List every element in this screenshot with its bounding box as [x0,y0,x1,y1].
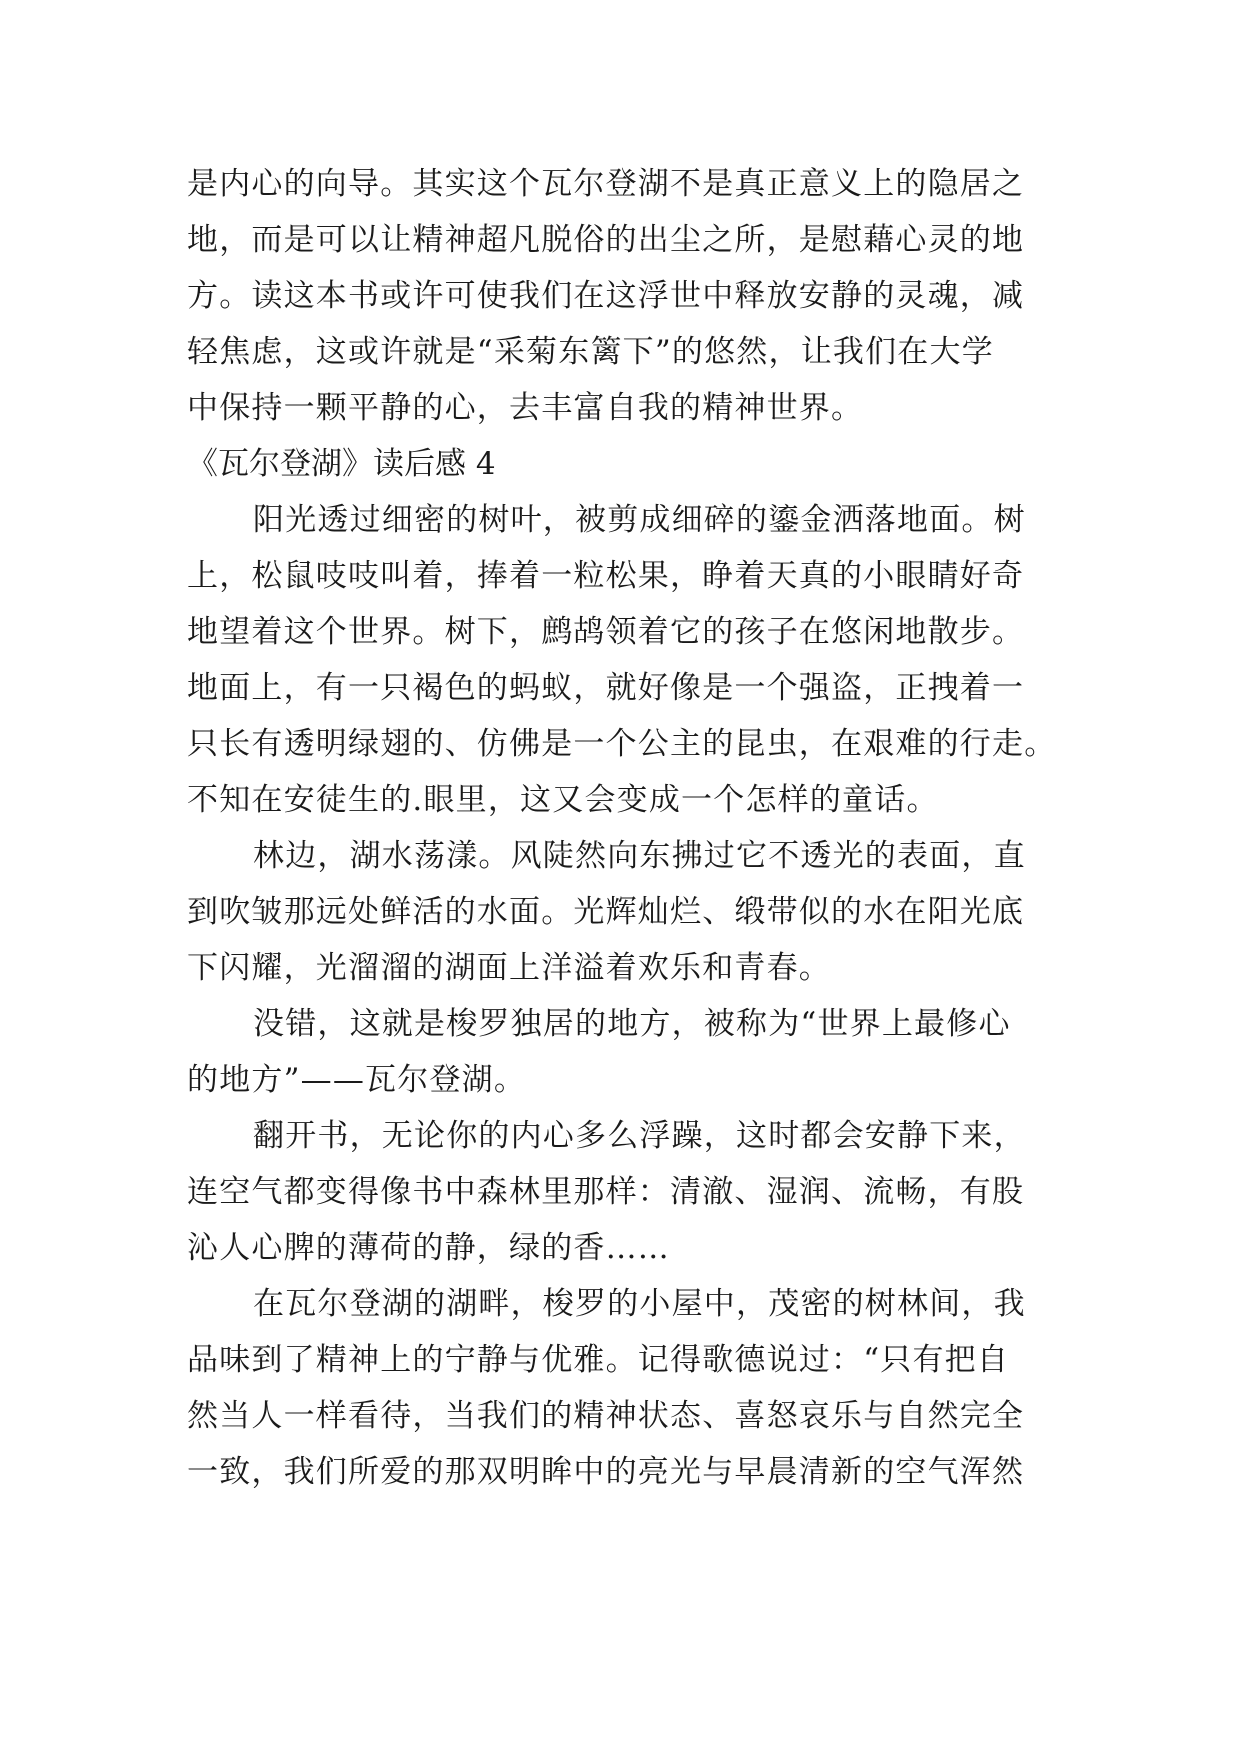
text-line: 翻开书，无论你的内心多么浮躁，这时都会安静下来， [253,1118,1026,1154]
text-line: 地，而是可以让精神超凡脱俗的出尘之所，是慰藉心灵的地 [187,222,1025,258]
paragraph [187,996,1067,1108]
text-line: 沁人心脾的薄荷的静，绿的香…… [187,1230,670,1266]
text-line: 的地方”——瓦尔登湖。 [187,1062,527,1098]
section-title: 《瓦尔登湖》读后感 4 [187,446,496,482]
paragraph [187,492,1067,828]
paragraph [187,1108,1067,1276]
text-line: 连空气都变得像书中森林里那样：清澈、湿润、流畅，有股 [187,1174,1025,1210]
text-line: 轻焦虑，这或许就是“采菊东篱下”的悠然，让我们在大学 [187,334,994,370]
text-line: 一致，我们所爱的那双明眸中的亮光与早晨清新的空气浑然 [187,1454,1025,1490]
text-line: 不知在安徒生的.眼里，这又会变成一个怎样的童话。 [187,782,939,818]
text-line: 没错，这就是梭罗独居的地方，被称为“世界上最修心 [253,1006,1011,1042]
text-line: 上，松鼠吱吱叫着，捧着一粒松果，睁着天真的小眼睛好奇 [187,558,1025,594]
text-line: 到吹皱那远处鲜活的水面。光辉灿烂、缎带似的水在阳光底 [187,894,1025,930]
text-line: 阳光透过细密的树叶，被剪成细碎的鎏金洒落地面。树 [253,502,1026,538]
continued-paragraph [187,156,1067,436]
text-line: 只长有透明绿翅的、仿佛是一个公主的昆虫，在艰难的行走。 [187,726,1057,762]
text-line: 中保持一颗平静的心，去丰富自我的精神世界。 [187,390,864,426]
text-line: 在瓦尔登湖的湖畔，梭罗的小屋中，茂密的树林间，我 [253,1286,1026,1322]
text-line: 然当人一样看待，当我们的精神状态、喜怒哀乐与自然完全 [187,1398,1025,1434]
text-line: 下闪耀，光溜溜的湖面上洋溢着欢乐和青春。 [187,950,831,986]
text-line: 林边，湖水荡漾。风陡然向东拂过它不透光的表面，直 [253,838,1026,874]
text-line: 方。读这本书或许可使我们在这浮世中释放安静的灵魂，减 [187,278,1025,314]
document-body [187,156,1067,1500]
text-line: 地望着这个世界。树下，鹧鸪领着它的孩子在悠闲地散步。 [187,614,1025,650]
paragraph [187,828,1067,996]
text-line: 是内心的向导。其实这个瓦尔登湖不是真正意义上的隐居之 [187,166,1025,202]
text-line: 地面上，有一只褐色的蚂蚁，就好像是一个强盗，正拽着一 [187,670,1025,706]
paragraph [187,1276,1067,1500]
text-line: 品味到了精神上的宁静与优雅。记得歌德说过：“只有把自 [187,1342,1010,1378]
